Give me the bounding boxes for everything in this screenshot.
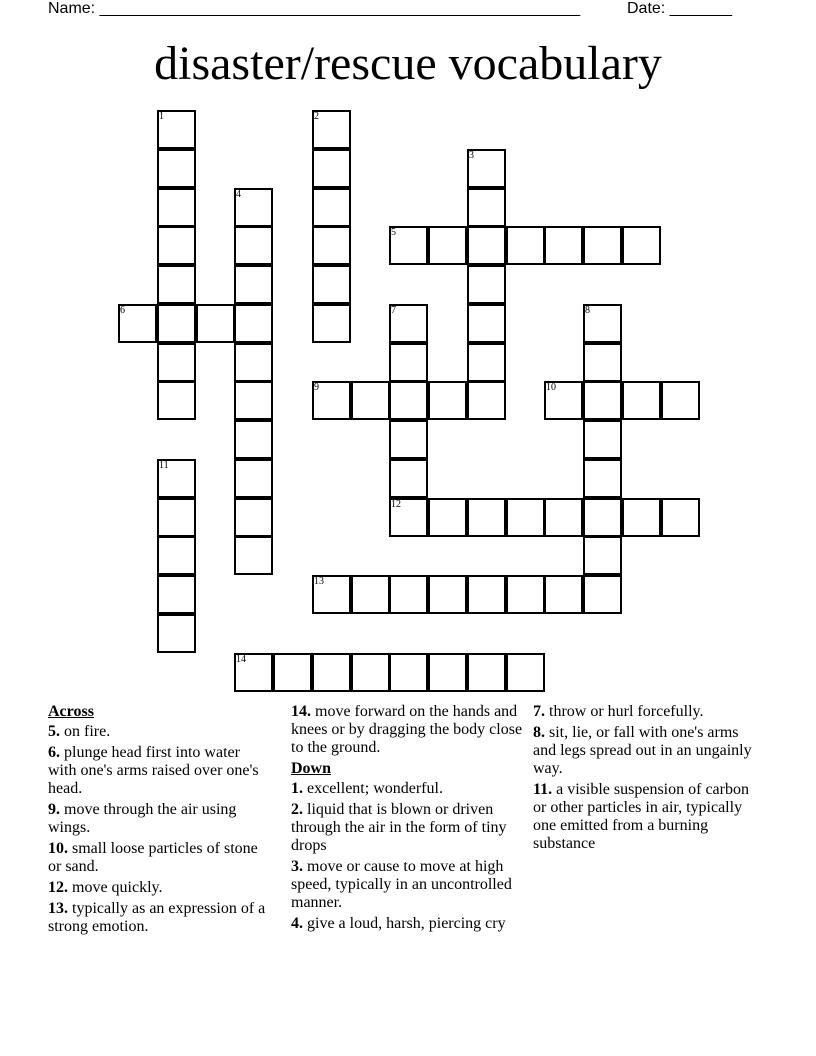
clue-number: 1. [291,780,303,797]
grid-cell[interactable] [428,653,467,692]
clue-column-2 [291,703,523,936]
clue-across-14 [291,703,523,757]
clue-number: 11. [533,781,553,798]
clue-text: move forward on the hands and knees or by dragging the body close to the ground. [291,703,523,756]
grid-cell[interactable] [234,343,273,382]
clue-number: 12. [48,879,68,896]
cell-number: 7 [391,305,396,316]
grid-cell[interactable] [157,575,196,614]
name-label: Name: [48,0,96,17]
grid-cell[interactable] [157,304,196,343]
grid-cell[interactable] [234,420,273,459]
clue-down-3 [291,858,523,912]
grid-cell[interactable] [583,343,622,382]
clue-number: 8. [533,724,545,741]
clue-down-1 [291,780,523,798]
grid-cell[interactable] [467,381,506,420]
clue-number: 5. [48,723,60,740]
cell-number: 13 [314,576,324,587]
grid-cell[interactable] [583,226,622,265]
grid-cell[interactable] [157,149,196,188]
grid-cell[interactable] [389,575,428,614]
clue-text: give a loud, harsh, piercing cry [307,915,506,932]
clue-number: 2. [291,801,303,818]
grid-cell[interactable] [661,498,700,537]
clue-text: move through the air using wings. [48,801,237,836]
grid-cell[interactable] [234,498,273,537]
grid-cell[interactable] [583,498,622,537]
clue-down-2 [291,801,523,855]
grid-cell[interactable] [467,226,506,265]
grid-cell[interactable] [389,653,428,692]
clue-text: plunge head first into water with one's arms raised over one's head. [48,744,259,797]
clue-across-9 [48,801,270,837]
grid-cell[interactable] [428,226,467,265]
grid-cell[interactable] [157,536,196,575]
clue-text: a visible suspension of carbon or other particles in air, typically one emitted from a burning substance [533,781,749,852]
clue-text: move quickly. [72,879,163,896]
clue-number: 7. [533,703,545,720]
clue-text: on fire. [64,723,111,740]
down-heading: Down [291,760,332,777]
grid-cell[interactable] [157,343,196,382]
grid-cell[interactable] [467,498,506,537]
grid-cell[interactable] [351,575,390,614]
clue-down-7 [533,703,765,721]
clue-down-4 [291,915,523,933]
clue-number: 10. [48,840,68,857]
grid-cell[interactable] [234,304,273,343]
clue-column-3 [533,703,765,856]
grid-cell[interactable] [157,188,196,227]
clue-text: small loose particles of stone or sand. [48,840,258,875]
grid-cell[interactable] [157,498,196,537]
grid-cell[interactable] [312,265,351,304]
grid-cell[interactable] [544,575,583,614]
grid-cell[interactable] [428,381,467,420]
grid-cell[interactable] [467,343,506,382]
grid-cell[interactable] [622,226,661,265]
grid-cell[interactable] [389,343,428,382]
grid-cell[interactable] [157,614,196,653]
clue-column-1 [48,703,270,939]
grid-cell[interactable] [389,381,428,420]
grid-cell[interactable] [234,381,273,420]
grid-cell[interactable] [312,653,351,692]
grid-cell[interactable] [351,653,390,692]
clue-text: typically as an expression of a strong emotion. [48,900,266,935]
grid-cell[interactable] [312,226,351,265]
clue-text: sit, lie, or fall with one's arms and legs spread out in an ungainly way. [533,724,752,777]
clue-number: 9. [48,801,60,818]
grid-cell[interactable] [196,304,235,343]
clue-number: 13. [48,900,68,917]
grid-cell[interactable] [157,226,196,265]
grid-cell[interactable] [544,226,583,265]
grid-cell[interactable] [467,265,506,304]
cell-number: 8 [585,305,590,316]
grid-cell[interactable] [467,575,506,614]
name-blank[interactable]: ______________________________________________________ [99,0,581,17]
grid-cell[interactable] [312,188,351,227]
grid-cell[interactable] [544,498,583,537]
grid-cell[interactable] [583,381,622,420]
clue-down-8 [533,724,765,778]
grid-cell[interactable] [351,381,390,420]
cell-number: 6 [120,305,125,316]
across-heading: Across [48,703,94,720]
clue-text: liquid that is blown or driven through the air in the form of tiny drops [291,801,507,854]
cell-number: 10 [546,382,556,393]
grid-cell[interactable] [583,575,622,614]
grid-cell[interactable] [622,381,661,420]
clue-number: 4. [291,915,303,932]
grid-cell[interactable] [428,575,467,614]
clue-number: 3. [291,858,303,875]
grid-cell[interactable] [234,226,273,265]
grid-cell[interactable] [312,149,351,188]
grid-cell[interactable] [389,420,428,459]
grid-cell[interactable] [467,653,506,692]
grid-cell[interactable] [583,459,622,498]
cell-number: 9 [314,382,319,393]
grid-cell[interactable] [506,498,545,537]
grid-cell[interactable] [234,536,273,575]
cell-number: 5 [391,227,396,238]
date-label: Date: [627,0,666,17]
grid-cell[interactable] [312,304,351,343]
clue-text: move or cause to move at high speed, typically in an uncontrolled manner. [291,858,512,911]
grid-cell[interactable] [234,265,273,304]
cell-number: 14 [236,654,246,665]
grid-cell[interactable] [506,226,545,265]
clue-across-5 [48,723,270,741]
grid-cell[interactable] [506,575,545,614]
clue-across-10 [48,840,270,876]
puzzle-title: disaster/rescue vocabulary [154,37,662,90]
clue-down-11 [533,781,765,853]
cell-number: 1 [159,111,164,122]
grid-cell[interactable] [583,536,622,575]
grid-cell[interactable] [467,188,506,227]
grid-cell[interactable] [157,265,196,304]
grid-cell[interactable] [389,459,428,498]
clue-across-12 [48,879,270,897]
clue-across-6 [48,744,270,798]
cell-number: 12 [391,499,401,510]
grid-cell[interactable] [583,420,622,459]
clue-text: excellent; wonderful. [307,780,443,797]
cell-number: 3 [469,150,474,161]
grid-cell[interactable] [622,498,661,537]
cell-number: 11 [159,460,169,471]
clue-across-13 [48,900,270,936]
clue-text: throw or hurl forcefully. [549,703,704,720]
grid-cell[interactable] [661,381,700,420]
clue-number: 6. [48,744,60,761]
grid-cell[interactable] [234,459,273,498]
clue-number: 14. [291,703,311,720]
cell-number: 4 [236,189,241,200]
grid-cell[interactable] [273,653,312,692]
grid-cell[interactable] [467,304,506,343]
grid-cell[interactable] [157,381,196,420]
date-blank[interactable]: _______ [669,0,732,17]
cell-number: 2 [314,111,319,122]
grid-cell[interactable] [428,498,467,537]
grid-cell[interactable] [506,653,545,692]
